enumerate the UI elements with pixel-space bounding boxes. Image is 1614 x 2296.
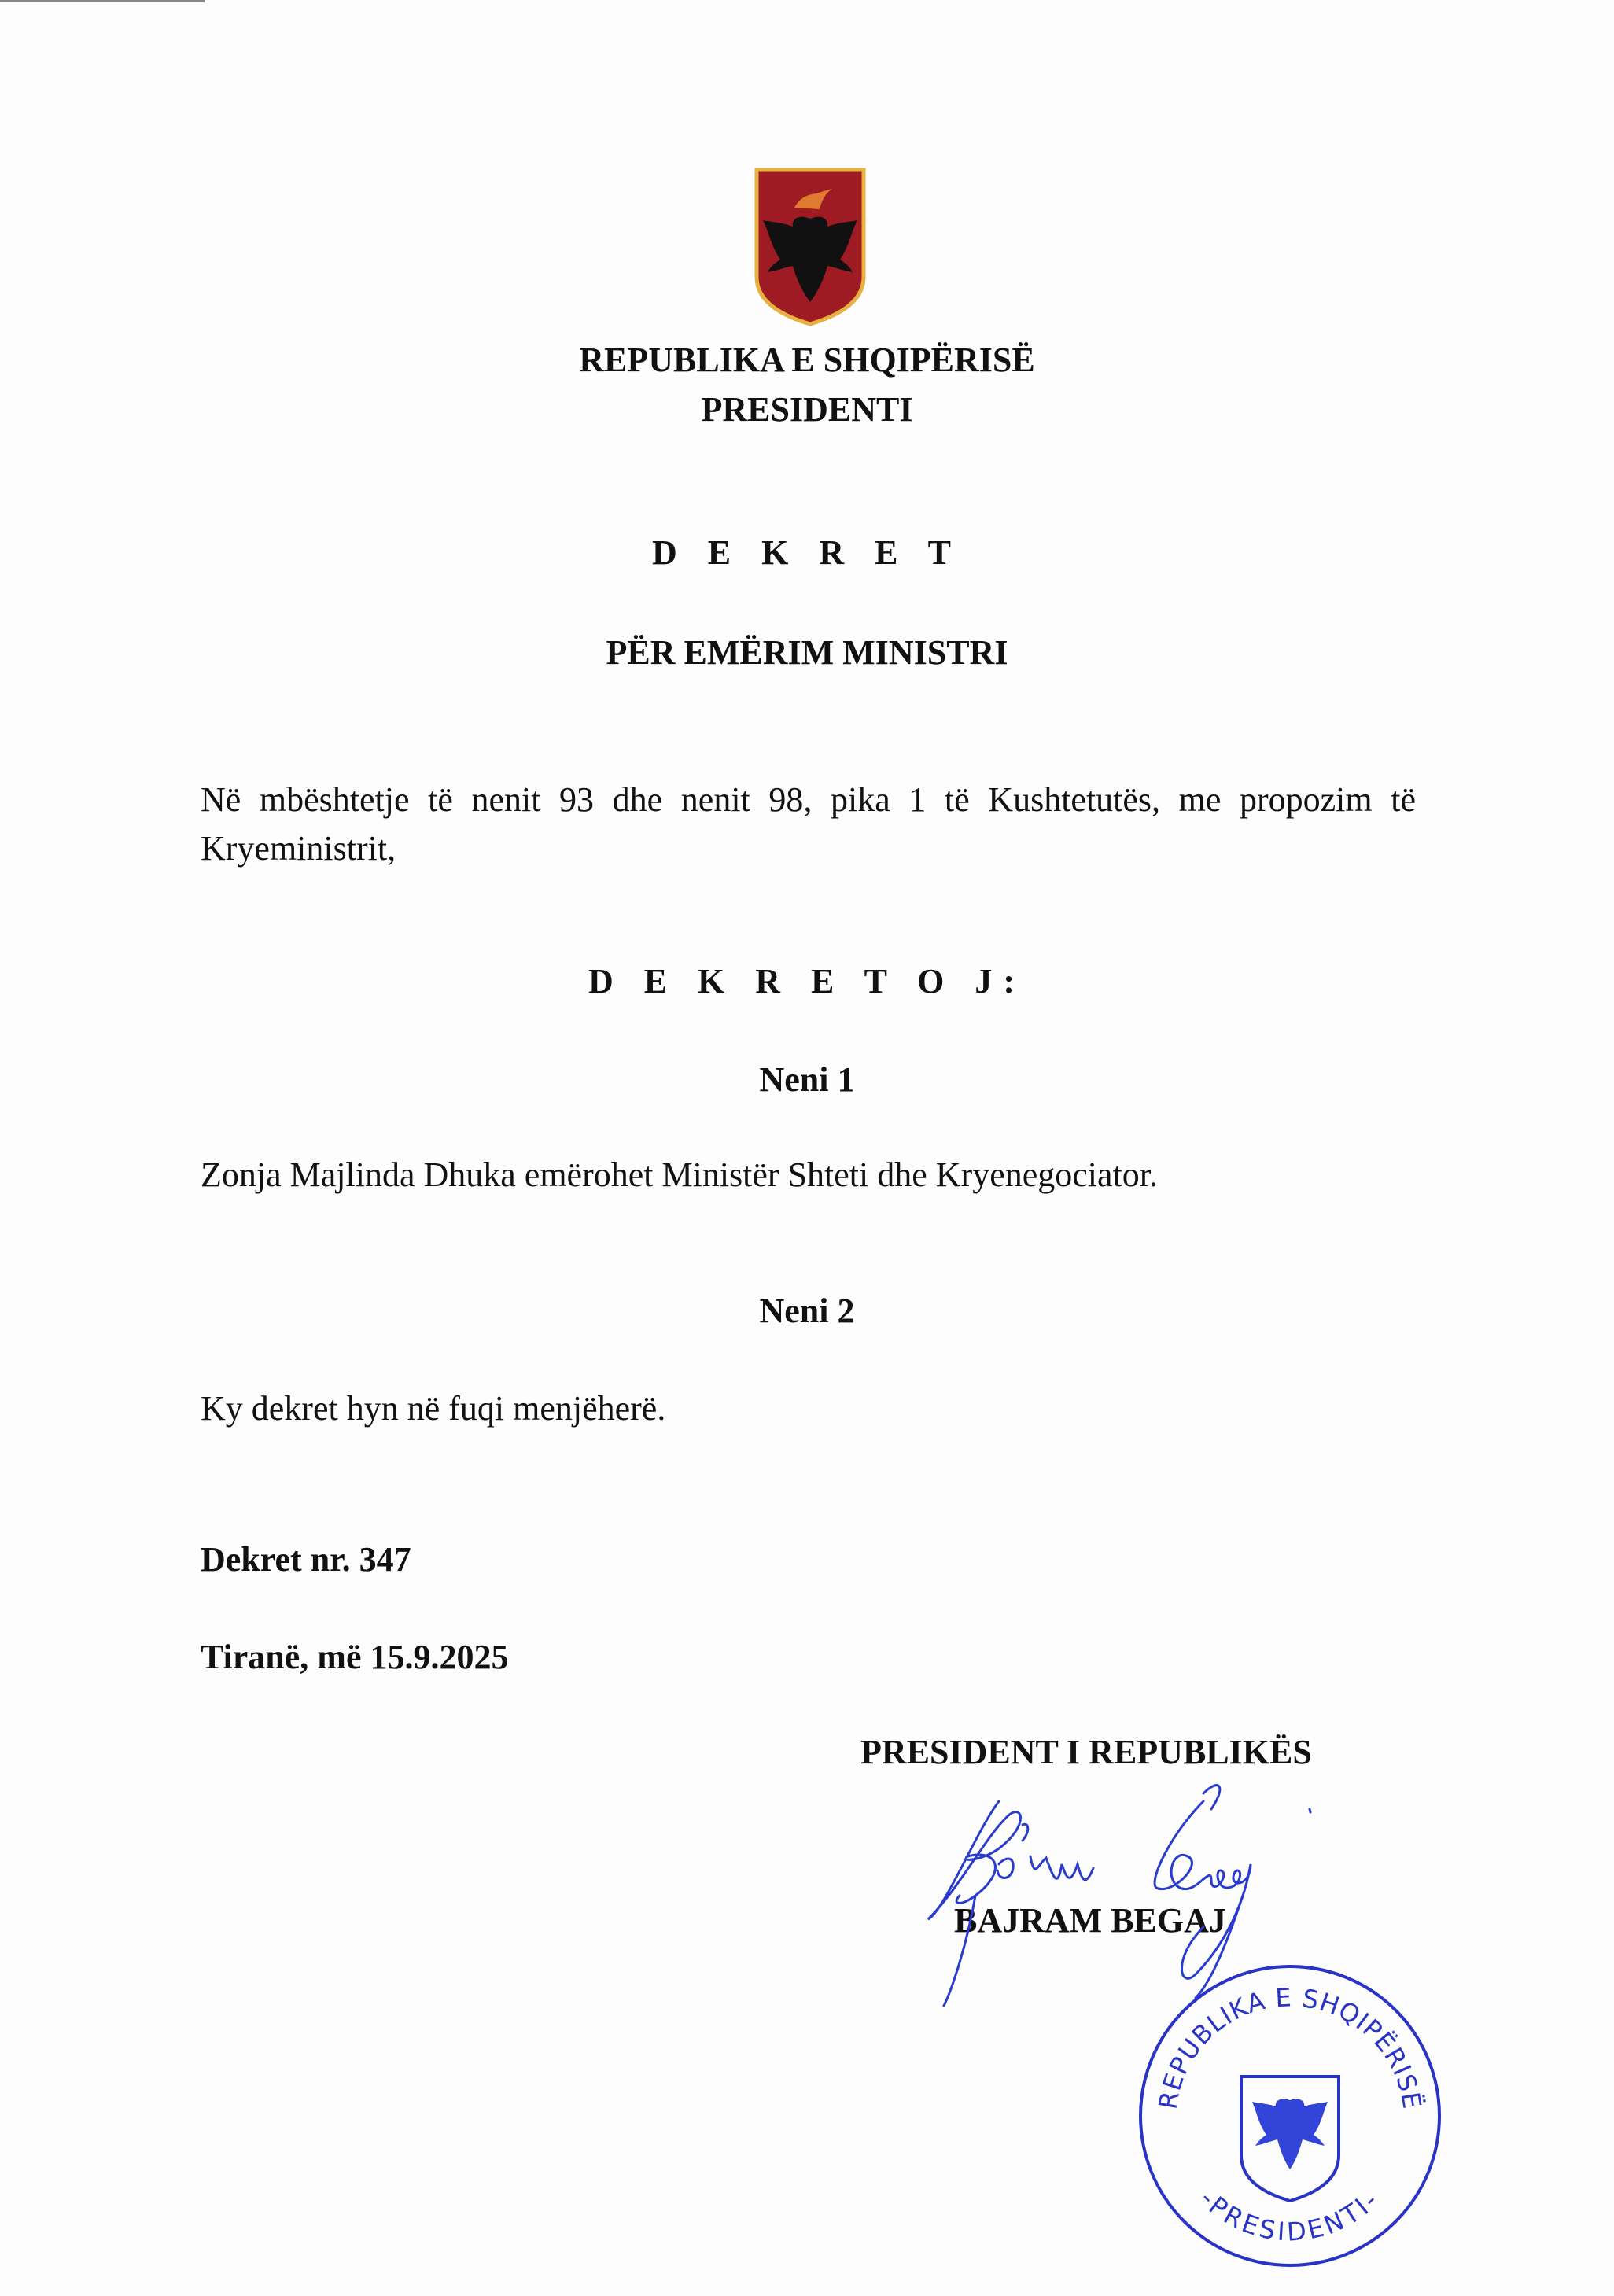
stamp-bottom-text: -PRESIDENTI- <box>1194 2184 1386 2247</box>
stamp-top-text: REPUBLIKA E SHQIPËRISË <box>1152 1982 1428 2112</box>
article-2-heading: Neni 2 <box>759 1292 855 1330</box>
handwritten-signature <box>912 1770 1400 2053</box>
header-president: PRESIDENTI <box>701 390 913 429</box>
place-date: Tiranë, më 15.9.2025 <box>201 1638 509 1676</box>
svg-text:-PRESIDENTI- <box>1194 2184 1386 2247</box>
article-2-text: Ky dekret hyn në fuqi menjëherë. <box>201 1389 666 1428</box>
decree-number: Dekret nr. 347 <box>201 1540 411 1579</box>
header-republic: REPUBLIKA E SHQIPËRISË <box>579 341 1035 379</box>
decree-heading: D E K R E T O J: <box>588 962 1026 1001</box>
preamble: Në mbështetje të nenit 93 dhe nenit 98, pika 1 të Kushtetutës, me propozim të Kryeministrit, <box>201 780 1416 868</box>
document-title: D E K R E T <box>651 533 963 572</box>
signatory-name: BAJRAM BEGAJ <box>954 1901 1226 1940</box>
albania-coat-of-arms-icon <box>754 167 867 327</box>
scan-edge <box>0 0 205 2</box>
article-1-heading: Neni 1 <box>759 1060 855 1099</box>
article-1-text: Zonja Majlinda Dhuka emërohet Ministër Shteti dhe Kryenegociator. <box>201 1155 1159 1194</box>
signatory-title: PRESIDENT I REPUBLIKËS <box>860 1733 1312 1771</box>
document-subtitle: PËR EMËRIM MINISTRI <box>606 633 1008 672</box>
